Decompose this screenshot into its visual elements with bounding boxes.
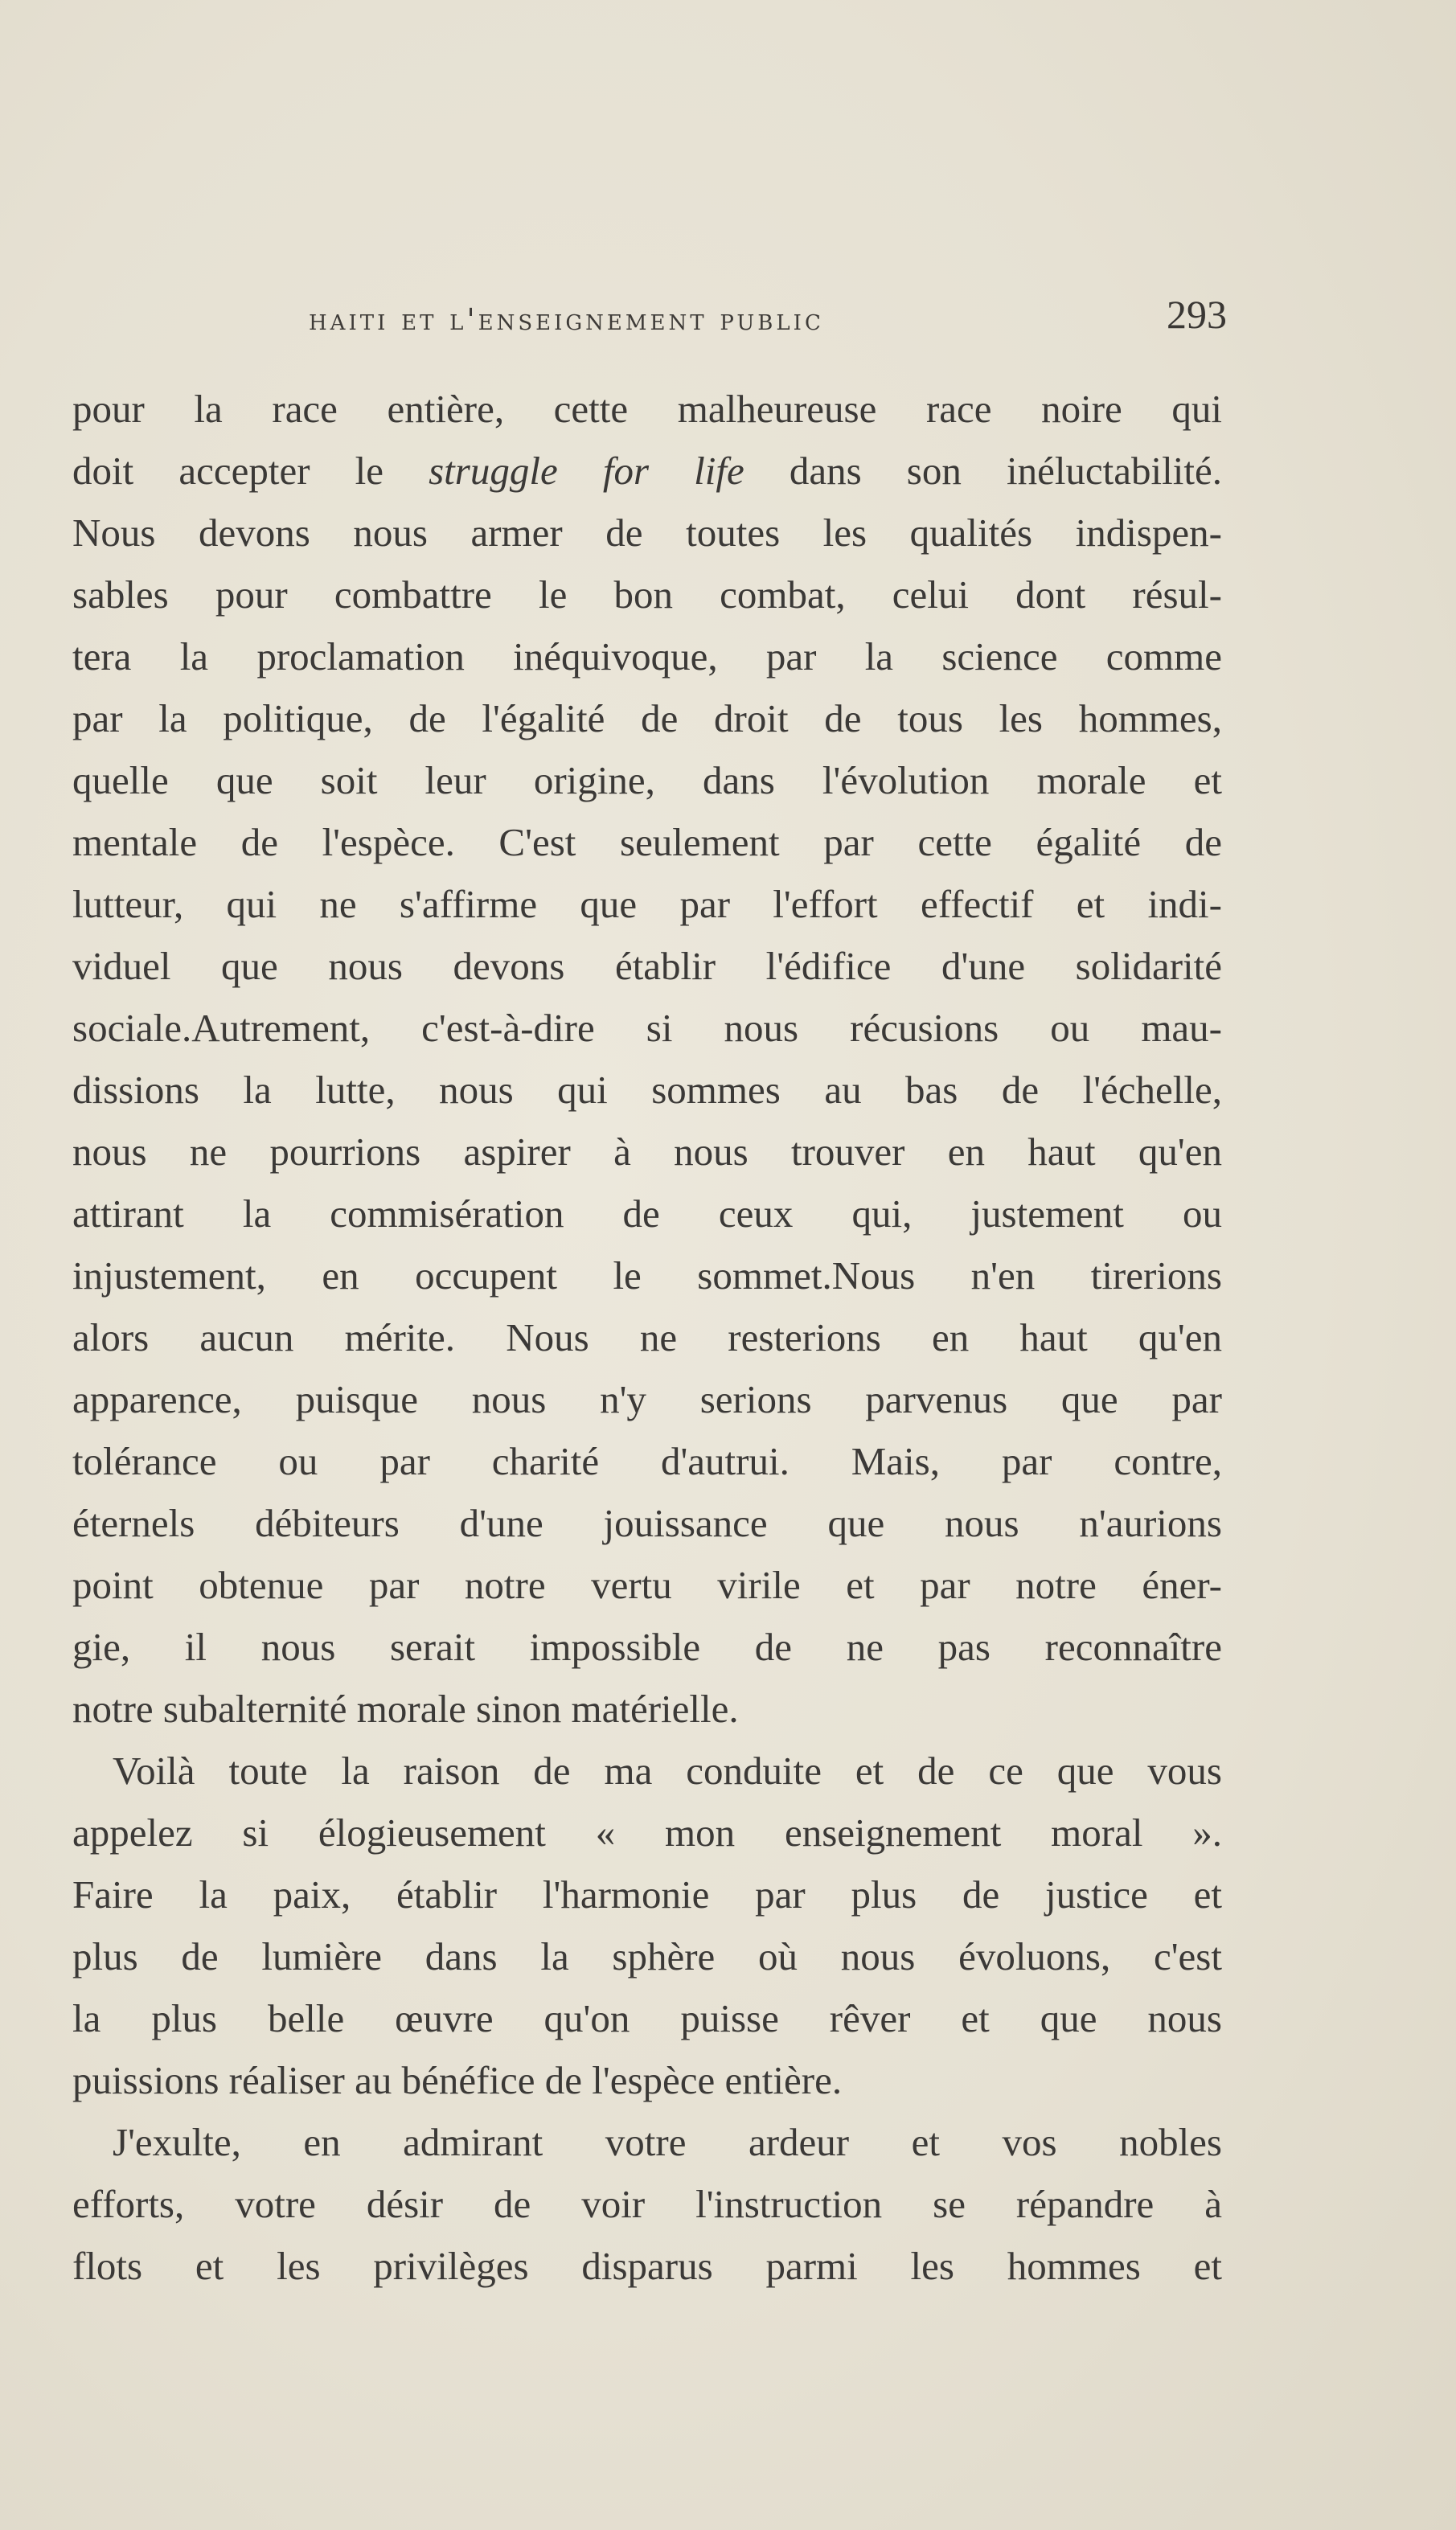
text-segment: tolérance ou par charité d'autrui. Mais, par contre, — [72, 1439, 1222, 1483]
text-line — [72, 2049, 1222, 2111]
text-line — [72, 1925, 1222, 1987]
text-segment: quelle que soit leur origine, dans l'évolution morale et — [72, 758, 1222, 802]
text-segment: notre subalternité morale sinon matérielle. — [72, 1687, 739, 1731]
text-line — [72, 378, 1222, 440]
text-segment: sociale.Autrement, c'est-à-dire si nous récusions ou mau- — [72, 1006, 1222, 1050]
text-line — [72, 997, 1222, 1059]
text-segment: flots et les privilèges disparus parmi les hommes et — [72, 2244, 1222, 2288]
text-segment: dans son inéluctabilité. — [744, 449, 1222, 493]
text-line — [72, 1864, 1222, 1925]
text-line — [72, 1183, 1222, 1244]
text-segment: Nous devons nous armer de toutes les qualités indispen- — [72, 511, 1222, 555]
text-segment: éternels débiteurs d'une jouissance que nous n'aurions — [72, 1501, 1222, 1545]
text-line — [72, 1121, 1222, 1183]
paragraph — [72, 1740, 1222, 2111]
text-line — [72, 687, 1222, 749]
text-line — [72, 811, 1222, 873]
text-line — [72, 1430, 1222, 1492]
text-segment: attirant la commisération de ceux qui, justement ou — [72, 1191, 1222, 1236]
text-line — [72, 1616, 1222, 1678]
text-line — [72, 2235, 1222, 2297]
text-segment: sables pour combattre le bon combat, celui dont résul- — [72, 572, 1222, 617]
text-line — [72, 1059, 1222, 1121]
paragraph — [72, 378, 1222, 1740]
text-segment: la plus belle œuvre qu'on puisse rêver et que nous — [72, 1996, 1222, 2040]
text-segment: point obtenue par notre vertu virile et par notre éner- — [72, 1563, 1222, 1607]
text-line — [72, 873, 1222, 935]
text-segment: alors aucun mérite. Nous ne resterions en haut qu'en — [72, 1315, 1222, 1359]
text-segment: nous ne pourrions aspirer à nous trouver en haut qu'en — [72, 1130, 1222, 1174]
text-line — [72, 1306, 1222, 1368]
text-line — [72, 1244, 1222, 1306]
text-line — [72, 1554, 1222, 1616]
text-line — [72, 2173, 1222, 2235]
text-segment: mentale de l'espèce. C'est seulement par cette égalité de — [72, 820, 1222, 864]
text-line — [72, 1740, 1222, 1802]
text-line — [72, 564, 1222, 625]
text-line — [72, 625, 1222, 687]
text-segment: injustement, en occupent le sommet.Nous n'en tirerions — [72, 1253, 1222, 1298]
text-segment: Faire la paix, établir l'harmonie par plus de justice et — [72, 1872, 1222, 1917]
text-line — [72, 1802, 1222, 1864]
text-segment: par la politique, de l'égalité de droit de tous les hommes, — [72, 696, 1222, 740]
text-segment: puissions réaliser au bénéfice de l'espèce entière. — [72, 2058, 843, 2102]
text-segment: J'exulte, en admirant votre ardeur et vos nobles — [113, 2120, 1222, 2164]
running-head — [309, 291, 1227, 347]
running-title: haiti et l'enseignement public — [309, 302, 824, 337]
text-segment: lutteur, qui ne s'affirme que par l'effort effectif et indi- — [72, 882, 1222, 926]
text-line — [72, 1987, 1222, 2049]
text-line — [72, 1492, 1222, 1554]
text-segment: doit accepter le — [72, 449, 429, 493]
text-line — [72, 2111, 1222, 2173]
paragraph — [72, 2111, 1222, 2297]
text-segment: appelez si élogieusement « mon enseignement moral ». — [72, 1810, 1222, 1855]
italic-phrase: struggle for life — [429, 449, 744, 493]
text-segment: pour la race entière, cette malheureuse race noire qui — [72, 387, 1222, 431]
text-segment: dissions la lutte, nous qui sommes au bas de l'échelle, — [72, 1068, 1222, 1112]
body-text — [72, 378, 1222, 2297]
text-segment: apparence, puisque nous n'y serions parvenus que par — [72, 1377, 1222, 1421]
text-segment: plus de lumière dans la sphère où nous évoluons, c'est — [72, 1934, 1222, 1978]
text-line — [72, 502, 1222, 564]
text-segment: Voilà toute la raison de ma conduite et de ce que vous — [113, 1749, 1222, 1793]
text-line — [72, 440, 1222, 502]
text-line — [72, 935, 1222, 997]
page-number: 293 — [1167, 292, 1227, 337]
text-line — [72, 749, 1222, 811]
text-segment: gie, il nous serait impossible de ne pas reconnaître — [72, 1625, 1222, 1669]
text-line — [72, 1678, 1222, 1740]
text-line — [72, 1368, 1222, 1430]
text-segment: viduel que nous devons établir l'édifice d'une solidarité — [72, 944, 1222, 988]
text-segment: efforts, votre désir de voir l'instruction se répandre à — [72, 2182, 1222, 2226]
text-segment: tera la proclamation inéquivoque, par la science comme — [72, 634, 1222, 679]
